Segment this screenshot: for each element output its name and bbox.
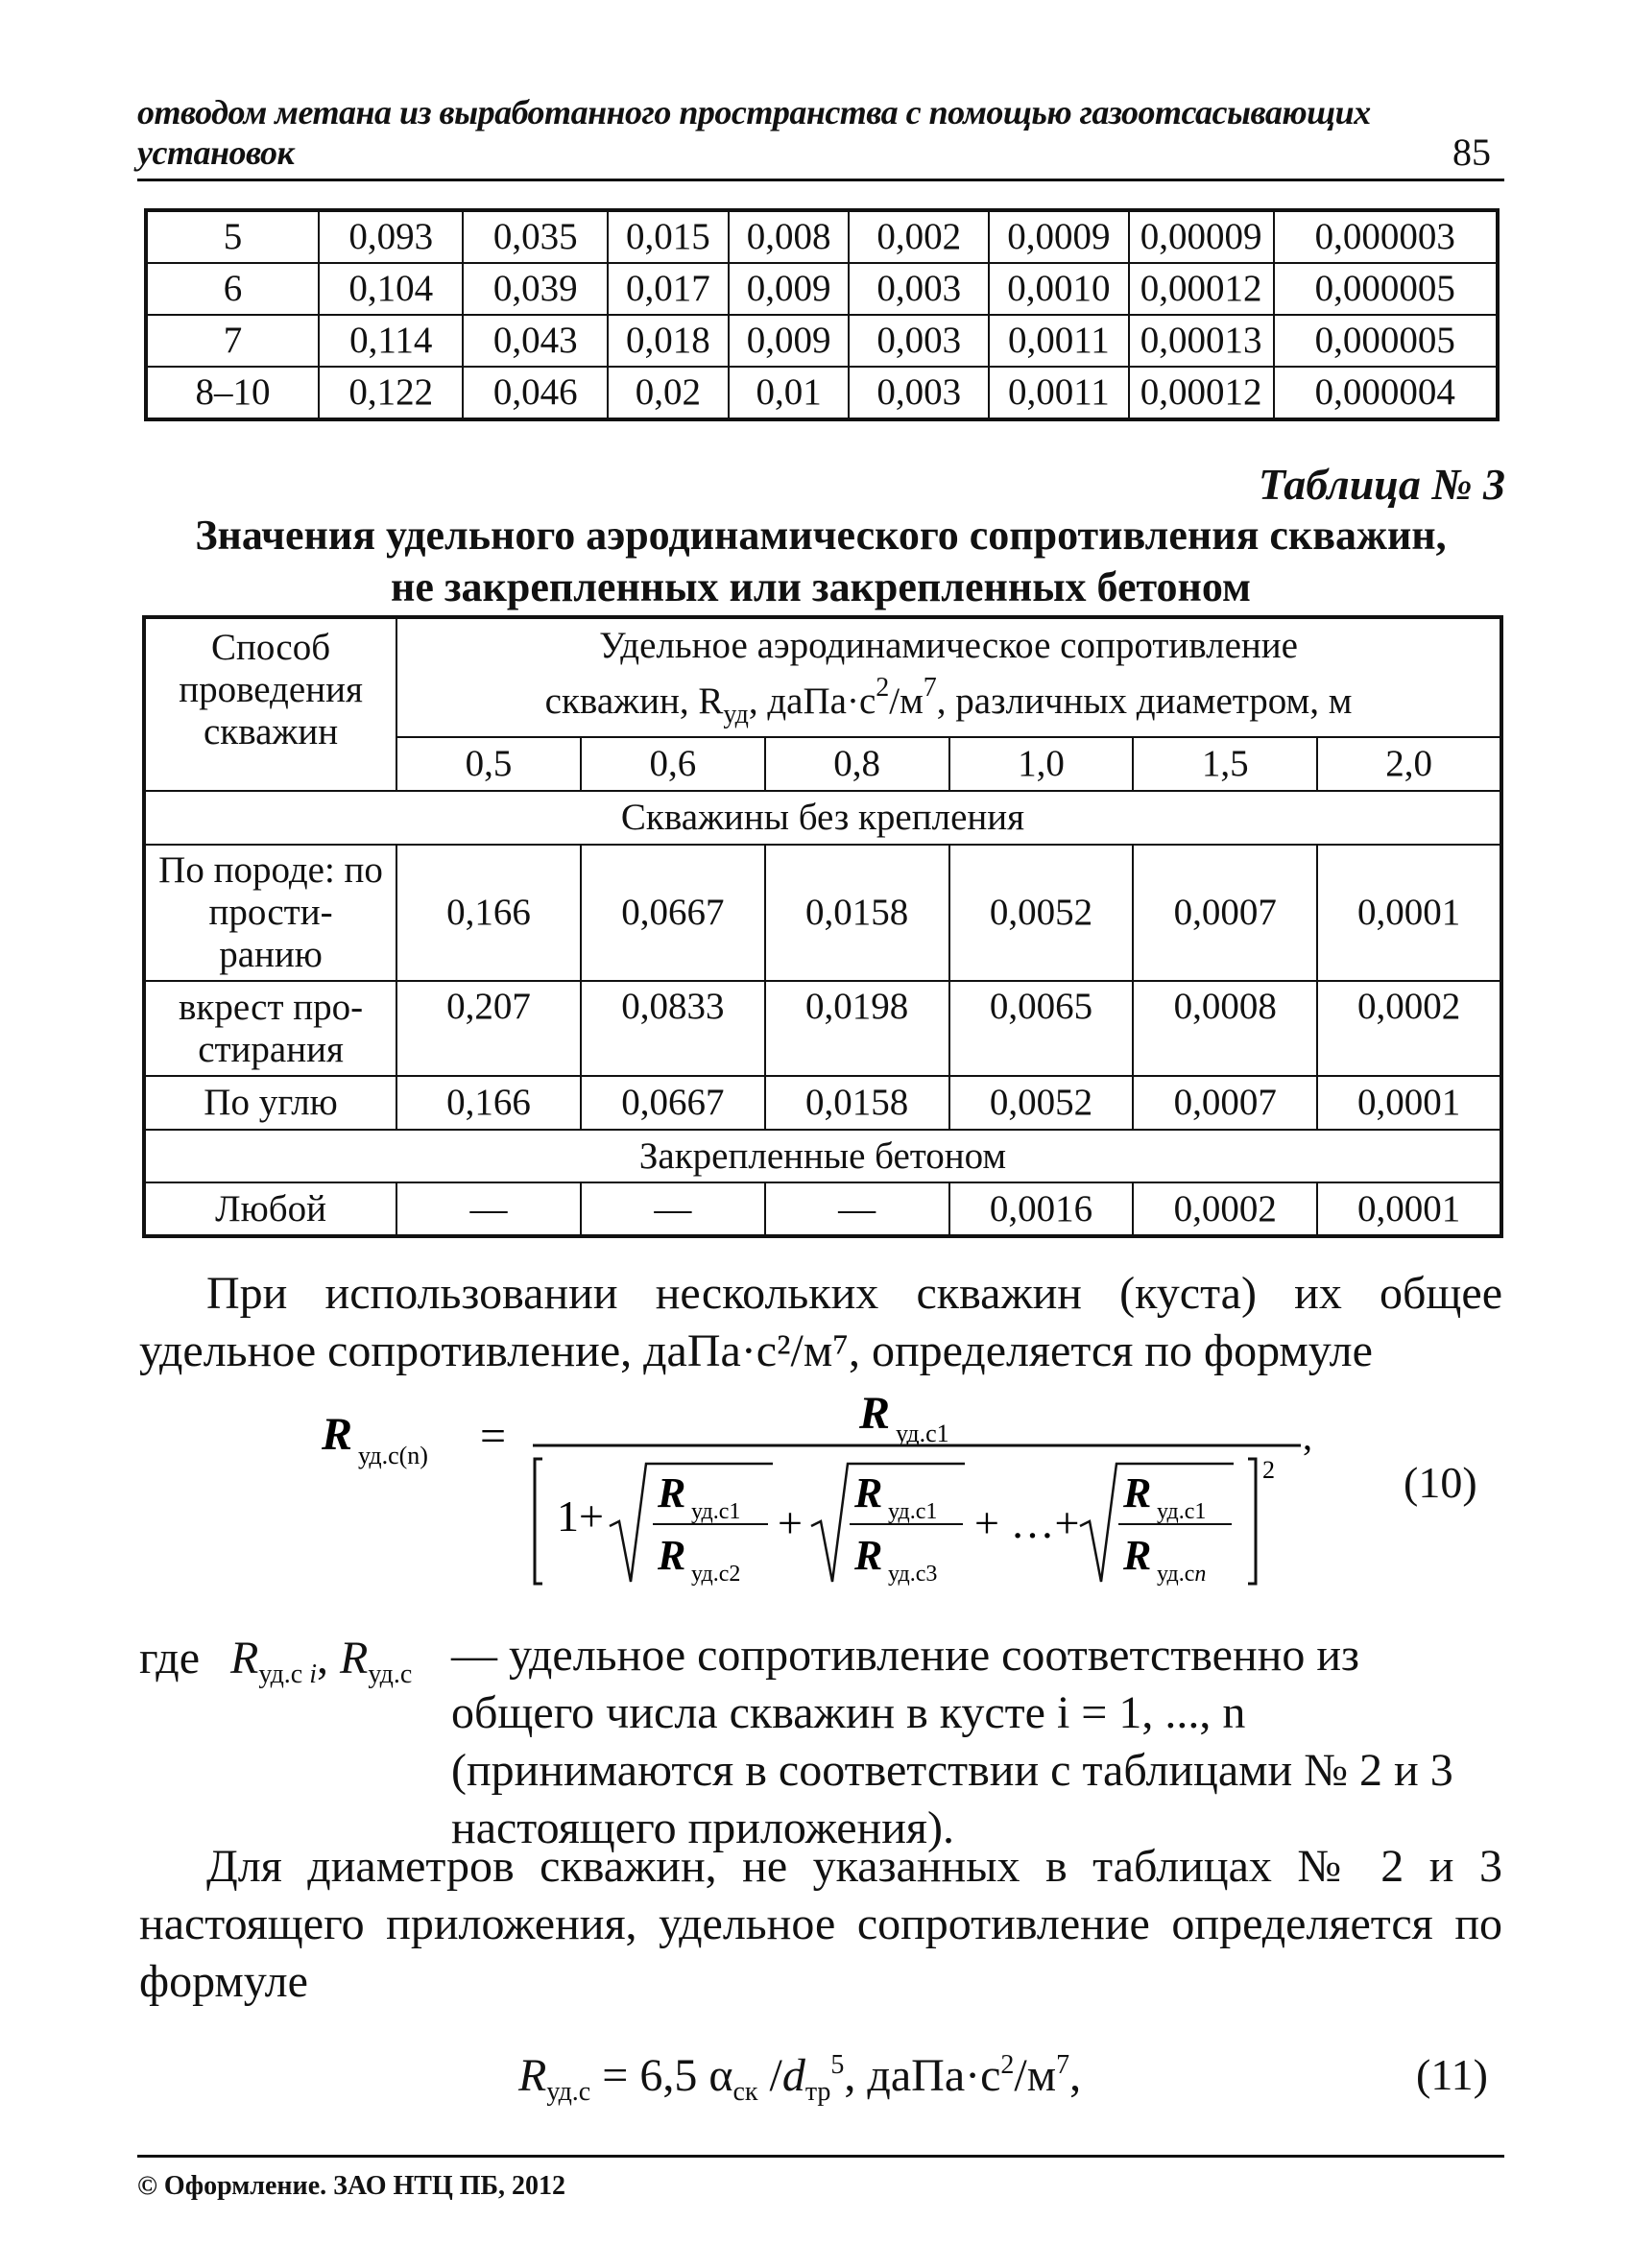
header-resistance bbox=[396, 617, 1501, 737]
svg-text:R: R bbox=[859, 1388, 891, 1439]
paragraph-2: Для диаметров скважин, не указанных в таблицах № 2 и 3 настоящего приложения, удельное сопротивление определяется по формуле bbox=[139, 1841, 1502, 2007]
table-cell: 0,000005 bbox=[1274, 315, 1498, 367]
where-label: где bbox=[139, 1633, 201, 1683]
row-label-cell: 7 bbox=[146, 315, 319, 367]
table-cell: 0,0065 bbox=[949, 981, 1134, 1076]
svg-text:=: = bbox=[480, 1411, 507, 1462]
paragraph-1: При использовании нескольких скважин (куста) их общее удельное сопротивление, даПа·с²/м⁷, определяется по формуле bbox=[139, 1268, 1502, 1376]
table-cell: 0,114 bbox=[319, 315, 464, 367]
table-cell: 0,0001 bbox=[1317, 1076, 1501, 1130]
table-cell: 0,093 bbox=[319, 210, 464, 263]
where-symbols: $R_{уд.с i}$, $R_{уд.с}$ bbox=[230, 1633, 413, 1689]
table-cell: 0,008 bbox=[729, 210, 850, 263]
table-cell: — bbox=[765, 1182, 949, 1236]
hdr-sup1: 2 bbox=[876, 673, 890, 703]
table-cell: 0,000005 bbox=[1274, 263, 1498, 315]
header-method bbox=[144, 617, 396, 791]
table3 bbox=[142, 615, 1503, 1238]
table-cell: 0,122 bbox=[319, 367, 464, 419]
table-cell: 0,0833 bbox=[581, 981, 765, 1076]
table-title-line2: не закрепленных или закрепленных бетоном bbox=[390, 563, 1252, 610]
table-row bbox=[146, 263, 1498, 315]
table-caption: Таблица № 3 bbox=[1258, 460, 1505, 509]
hdr-part2: , даПа·с bbox=[748, 680, 876, 722]
table-cell: 0,003 bbox=[849, 263, 989, 315]
row-label-cell: 6 bbox=[146, 263, 319, 315]
formula-10-svg bbox=[322, 1388, 1312, 1593]
table-cell: 0,0667 bbox=[581, 845, 765, 981]
svg-text:R: R bbox=[658, 1469, 686, 1516]
header-method-text: Способ проведения скважин bbox=[179, 627, 363, 752]
svg-text:уд.с1: уд.с1 bbox=[1157, 1499, 1207, 1524]
table-cell: 0,02 bbox=[608, 367, 729, 419]
row-label-cell: 5 bbox=[146, 210, 319, 263]
table-cell: 0,015 bbox=[608, 210, 729, 263]
section-unlined: Скважины без крепления bbox=[144, 791, 1501, 845]
row-label-cell: Любой bbox=[144, 1182, 396, 1236]
table-cell: 0,00012 bbox=[1129, 367, 1274, 419]
table-cell: 0,0052 bbox=[949, 845, 1134, 981]
table-cell: 0,166 bbox=[396, 1076, 581, 1130]
table-title-line1: Значения удельного аэродинамического сопротивления скважин, bbox=[195, 512, 1447, 559]
svg-text:,: , bbox=[1303, 1415, 1312, 1458]
table-cell: 0,0011 bbox=[989, 367, 1129, 419]
table-cell: 0,104 bbox=[319, 263, 464, 315]
hdr-part1: скважин, R bbox=[544, 680, 724, 722]
table-cell: 0,046 bbox=[463, 367, 608, 419]
table-cell: 0,0008 bbox=[1133, 981, 1317, 1076]
table-cell: 0,0007 bbox=[1133, 1076, 1317, 1130]
table-cell: 0,0016 bbox=[949, 1182, 1134, 1236]
table-cell: 0,0002 bbox=[1317, 981, 1501, 1076]
svg-text:уд.с2: уд.с2 bbox=[691, 1562, 741, 1587]
table-cell: 0,003 bbox=[849, 367, 989, 419]
table-cell: 0,000003 bbox=[1274, 210, 1498, 263]
table-cell: 0,00013 bbox=[1129, 315, 1274, 367]
table-cell: 0,0158 bbox=[765, 845, 949, 981]
table2-continued bbox=[144, 208, 1500, 421]
diameter-header: 1,0 bbox=[949, 737, 1134, 791]
table-cell: 0,0011 bbox=[989, 315, 1129, 367]
table-cell: 0,207 bbox=[396, 981, 581, 1076]
svg-text:уд.с1: уд.с1 bbox=[888, 1499, 938, 1524]
diameter-header: 1,5 bbox=[1133, 737, 1317, 791]
svg-text:уд.сn: уд.сn bbox=[1157, 1562, 1207, 1587]
table-cell: 0,0001 bbox=[1317, 1182, 1501, 1236]
table-cell: 0,0198 bbox=[765, 981, 949, 1076]
table-cell: 0,0009 bbox=[989, 210, 1129, 263]
table-cell: 0,0158 bbox=[765, 1076, 949, 1130]
row-label-cell: 8–10 bbox=[146, 367, 319, 419]
diameter-header: 0,5 bbox=[396, 737, 581, 791]
table-cell: 0,00009 bbox=[1129, 210, 1274, 263]
hdr-part3: /м bbox=[889, 680, 924, 722]
table-row bbox=[144, 981, 1501, 1076]
table-row bbox=[146, 315, 1498, 367]
row-label-cell: По породе: по прости-ранию bbox=[144, 845, 396, 981]
table-cell: 0,039 bbox=[463, 263, 608, 315]
footer-rule bbox=[137, 2155, 1504, 2158]
table-row bbox=[144, 1182, 1501, 1236]
table-cell: 0,166 bbox=[396, 845, 581, 981]
svg-text:R: R bbox=[322, 1409, 353, 1460]
formula-11-number: (11) bbox=[1416, 2050, 1488, 2099]
running-header bbox=[137, 93, 1504, 181]
svg-text:+ …+: + …+ bbox=[974, 1498, 1080, 1547]
table-cell: 0,0052 bbox=[949, 1076, 1134, 1130]
table-row bbox=[144, 1076, 1501, 1130]
svg-text:R: R bbox=[1123, 1469, 1152, 1516]
table-cell: 0,00012 bbox=[1129, 263, 1274, 315]
diameter-header: 2,0 bbox=[1317, 737, 1501, 791]
table-cell: 0,0667 bbox=[581, 1076, 765, 1130]
row-label-cell: вкрест про-стирания bbox=[144, 981, 396, 1076]
header-resistance-line2 bbox=[397, 667, 1500, 736]
table-cell: 0,0002 bbox=[1133, 1182, 1317, 1236]
svg-text:R: R bbox=[1123, 1532, 1152, 1579]
svg-text:1+: 1+ bbox=[557, 1492, 604, 1540]
svg-text:уд.с1: уд.с1 bbox=[691, 1499, 741, 1524]
where-text: — удельное сопротивление соответственно из общего числа скважин в кусте i = 1, ..., n (принимаются в соответствии с таблицами № 2 и 3 настоящего приложения). bbox=[451, 1630, 1453, 1853]
page-number: 85 bbox=[1452, 131, 1491, 174]
row-label-cell: По углю bbox=[144, 1076, 396, 1130]
table-row bbox=[146, 367, 1498, 419]
footer-copyright: © Оформление. ЗАО НТЦ ПБ, 2012 bbox=[137, 2171, 566, 2201]
formula-10-number: (10) bbox=[1404, 1458, 1477, 1507]
table-cell: 0,018 bbox=[608, 315, 729, 367]
table-cell: 0,000004 bbox=[1274, 367, 1498, 419]
table-cell: — bbox=[396, 1182, 581, 1236]
table-cell: 0,002 bbox=[849, 210, 989, 263]
table-cell: 0,009 bbox=[729, 263, 850, 315]
svg-text:2: 2 bbox=[1262, 1456, 1275, 1484]
table-cell: 0,0007 bbox=[1133, 845, 1317, 981]
table-cell: 0,017 bbox=[608, 263, 729, 315]
table-cell: — bbox=[581, 1182, 765, 1236]
table-cell: 0,035 bbox=[463, 210, 608, 263]
hdr-sub: уд bbox=[723, 700, 749, 729]
section-concrete: Закрепленные бетоном bbox=[144, 1130, 1501, 1182]
formula-11: $R_{уд.с} = 6,5$ $\alpha_{ск}$ $/d_{тр}^5$, $даПа\cdot с^2/м^7$, bbox=[518, 2050, 1082, 2107]
svg-text:уд.с3: уд.с3 bbox=[888, 1562, 938, 1587]
table-cell: 0,043 bbox=[463, 315, 608, 367]
svg-text:уд.с(n): уд.с(n) bbox=[358, 1442, 428, 1469]
diameter-header: 0,8 bbox=[765, 737, 949, 791]
table-cell: 0,003 bbox=[849, 315, 989, 367]
svg-text:R: R bbox=[854, 1469, 883, 1516]
table-cell: 0,01 bbox=[729, 367, 850, 419]
table-cell: 0,009 bbox=[729, 315, 850, 367]
diameter-header: 0,6 bbox=[581, 737, 765, 791]
svg-text:R: R bbox=[854, 1532, 883, 1579]
formula-10 bbox=[322, 1388, 1312, 1593]
hdr-sup2: 7 bbox=[923, 673, 937, 703]
table-cell: 0,0001 bbox=[1317, 845, 1501, 981]
svg-text:R: R bbox=[658, 1532, 686, 1579]
hdr-part4: , различных диаметром, м bbox=[936, 680, 1353, 722]
svg-text:+: + bbox=[778, 1498, 803, 1547]
header-resistance-line1: Удельное аэродинамическое сопротивление bbox=[599, 625, 1298, 666]
running-title: отводом метана из выработанного пространства с помощью газоотсасывающих установок bbox=[137, 93, 1371, 172]
table-row bbox=[146, 210, 1498, 263]
svg-text:уд.с1: уд.с1 bbox=[896, 1420, 949, 1447]
table-cell: 0,0010 bbox=[989, 263, 1129, 315]
table-row bbox=[144, 845, 1501, 981]
